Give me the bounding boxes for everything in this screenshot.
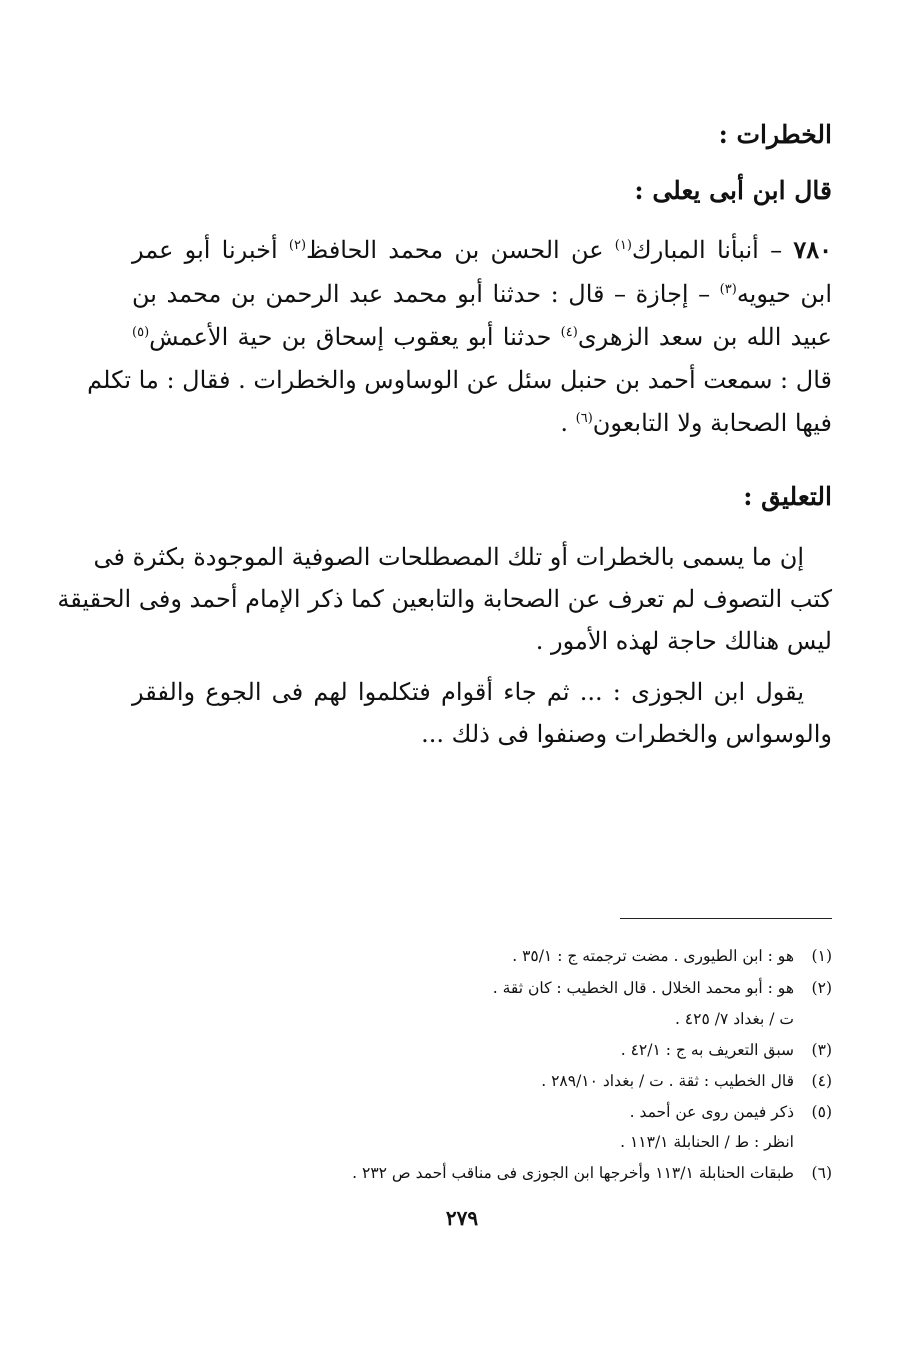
section-heading-commentary: التعليق : bbox=[743, 482, 832, 511]
commentary-line-1: إن ما يسمى بالخطرات أو تلك المصطلحات الصوفية الموجودة بكثرة فى bbox=[93, 543, 804, 571]
hadith-line-1: ٧٨٠ – أنبأنا المبارك$^{(١)}$ عن الحسن بن محمد الحافظ$^{(٢)}$ أخبرنا أبو عمر bbox=[132, 235, 832, 264]
footnote-ref-5: (٥) bbox=[132, 325, 150, 340]
footnote-ref-3: (٣) bbox=[719, 282, 737, 297]
footnote-6: (٦)طبقات الحنابلة ١١٣/١ وأخرجها ابن الجوزى فى مناقب أحمد ص ٢٣٢ . bbox=[352, 1164, 832, 1182]
footnote-ref-2: (٢) bbox=[288, 238, 307, 253]
page-number: ٢٧٩ bbox=[445, 1206, 479, 1230]
commentary-line-4: يقول ابن الجوزى : ... ثم جاء أقوام فتكلموا لهم فى الجوع والفقر bbox=[132, 678, 804, 706]
footnote-4: (٤)قال الخطيب : ثقة . ت / بغداد ٢٨٩/١٠ . bbox=[541, 1072, 832, 1090]
footnote-ref-6: (٦) bbox=[575, 411, 593, 426]
hadith-line-4: قال : سمعت أحمد بن حنبل سئل عن الوساوس والخطرات . فقال : ما تكلم bbox=[87, 366, 832, 394]
footnote-5-continuation: انظر : ط / الحنابلة ١١٣/١ . bbox=[620, 1133, 794, 1151]
footnote-5: (٥)ذكر فيمن روى عن أحمد . bbox=[629, 1103, 832, 1121]
commentary-line-3: ليس هنالك حاجة لهذه الأمور . bbox=[535, 627, 832, 655]
footnote-2-continuation: ت / بغداد ٧/ ٤٢٥ . bbox=[674, 1010, 794, 1028]
section-heading-khatarat: الخطرات : bbox=[718, 120, 832, 149]
item-number: ٧٨٠ bbox=[793, 235, 832, 264]
footnote-ref-1: (١) bbox=[614, 238, 632, 253]
hadith-line-2: ابن حيويه$^{(٣)}$ – إجازة – قال : حدثنا أبو محمد عبد الرحمن بن محمد بن bbox=[132, 280, 832, 308]
footnote-ref-4: (٤) bbox=[560, 325, 578, 340]
hadith-line-3: عبيد الله بن سعد الزهرى$^{(٤)}$ حدثنا أبو يعقوب إسحاق بن حية الأعمش$^{(٥)}$ bbox=[132, 323, 832, 351]
hadith-line-5: فيها الصحابة ولا التابعون$^{(٦)}$ . bbox=[560, 409, 832, 437]
commentary-line-2: كتب التصوف لم تعرف عن الصحابة والتابعين كما ذكر الإمام أحمد وفى الحقيقة bbox=[57, 585, 832, 613]
narrator-heading: قال ابن أبى يعلى : bbox=[634, 176, 832, 205]
footnote-separator bbox=[620, 918, 832, 919]
footnote-1: (١)هو : ابن الطيورى . مضت ترجمته ج : ٣٥/١ . bbox=[512, 947, 832, 965]
footnote-3: (٣)سبق التعريف به ج : ٤٢/١ . bbox=[620, 1041, 832, 1059]
commentary-line-5: والوسواس والخطرات وصنفوا فى ذلك ... bbox=[421, 720, 832, 748]
footnote-2: (٢)هو : أبو محمد الخلال . قال الخطيب : كان ثقة . bbox=[492, 979, 832, 997]
